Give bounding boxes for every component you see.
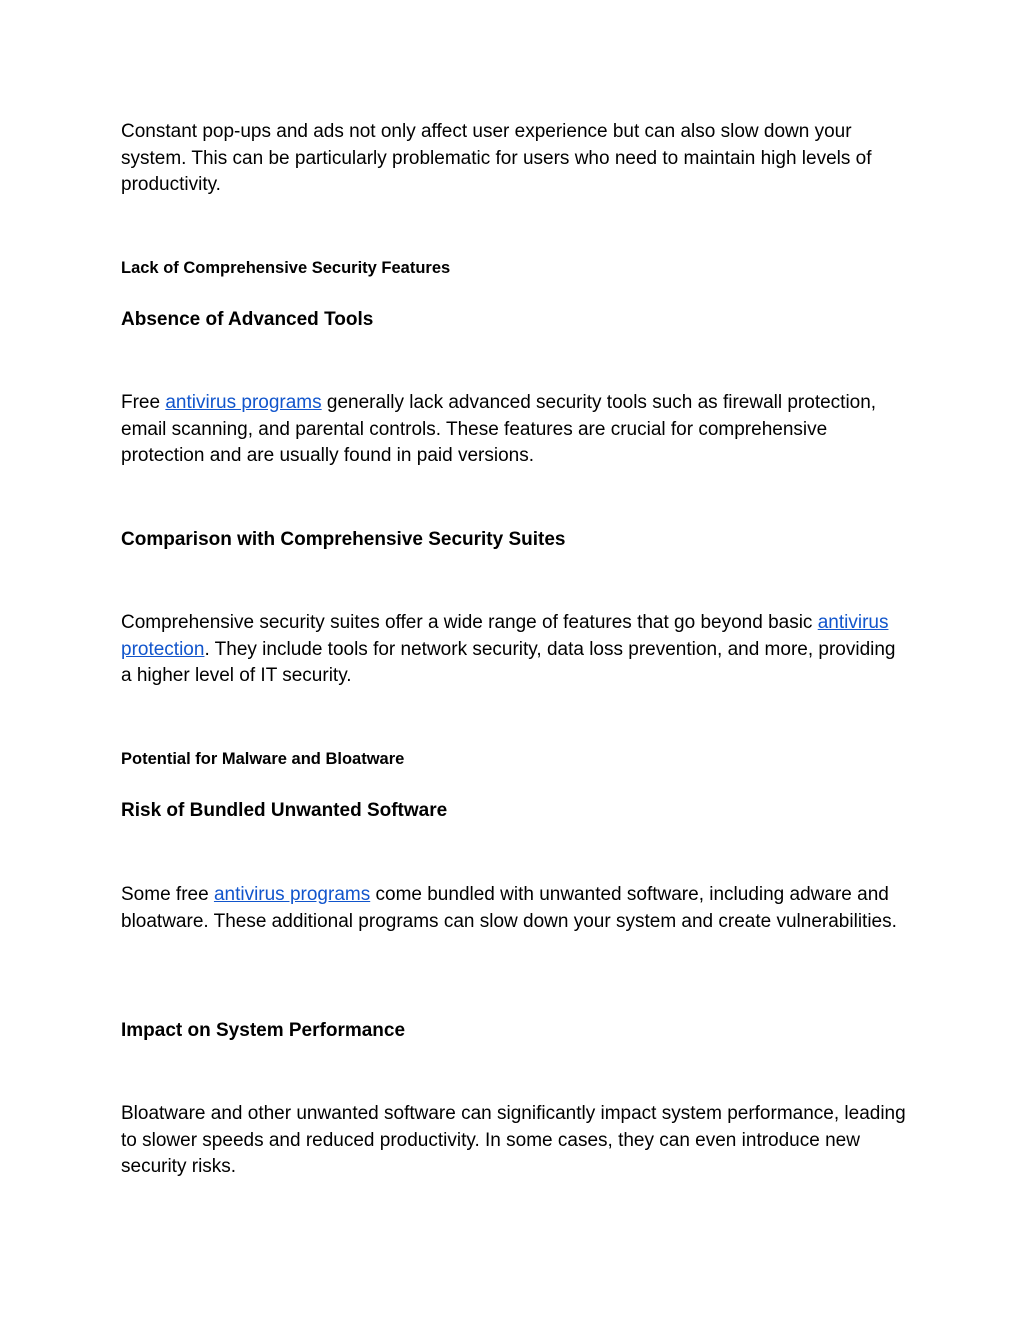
antivirus-protection-link[interactable]: antivirus protection [121,612,889,660]
paragraph-advanced-tools [121,390,911,470]
paragraph-text: . They include tools for network security, data loss prevention, and more, providing a higher level of IT security. [121,638,896,687]
section-heading-lack-of-security-features: Lack of Comprehensive Security Features [121,259,451,277]
paragraph-text: generally lack advanced security tools such as firewall protection, email scanning, and parental controls. These features are crucial for comprehensive protection and are usually found in paid versions. [121,392,877,467]
section-heading-malware-and-bloatware: Potential for Malware and Bloatware [121,750,405,768]
subsection-heading-bundled-unwanted-software: Risk of Bundled Unwanted Software [121,800,448,821]
paragraph-text: Some free [121,884,214,905]
intro-paragraph [121,119,911,199]
antivirus-programs-link[interactable]: antivirus programs [165,392,322,413]
paragraph-comparison [121,610,911,690]
paragraph-bundled-software [121,882,911,935]
paragraph-text: Comprehensive security suites offer a wide range of features that go beyond basic [121,612,818,633]
antivirus-programs-link[interactable]: antivirus programs [213,884,371,905]
paragraph-text: Free [121,392,166,413]
subsection-heading-comparison-with-suites: Comparison with Comprehensive Security Suites [121,529,566,550]
paragraph-text: come bundled with unwanted software, including adware and bloatware. These additional programs can slow down your system and create vulnerabilities. [121,884,897,932]
intro-paragraph-text: Constant pop-ups and ads not only affect user experience but can also slow down your system. This can be particularly problematic for users who need to maintain high levels of productivity. [121,121,872,196]
subsection-heading-impact-on-performance: Impact on System Performance [121,1020,406,1041]
paragraph-text: Bloatware and other unwanted software can significantly impact system performance, leading to slower speeds and reduced productivity. In some cases, they can even introduce new security risks. [121,1103,906,1178]
paragraph-performance [121,1101,911,1181]
subsection-heading-absence-of-advanced-tools: Absence of Advanced Tools [121,309,374,330]
